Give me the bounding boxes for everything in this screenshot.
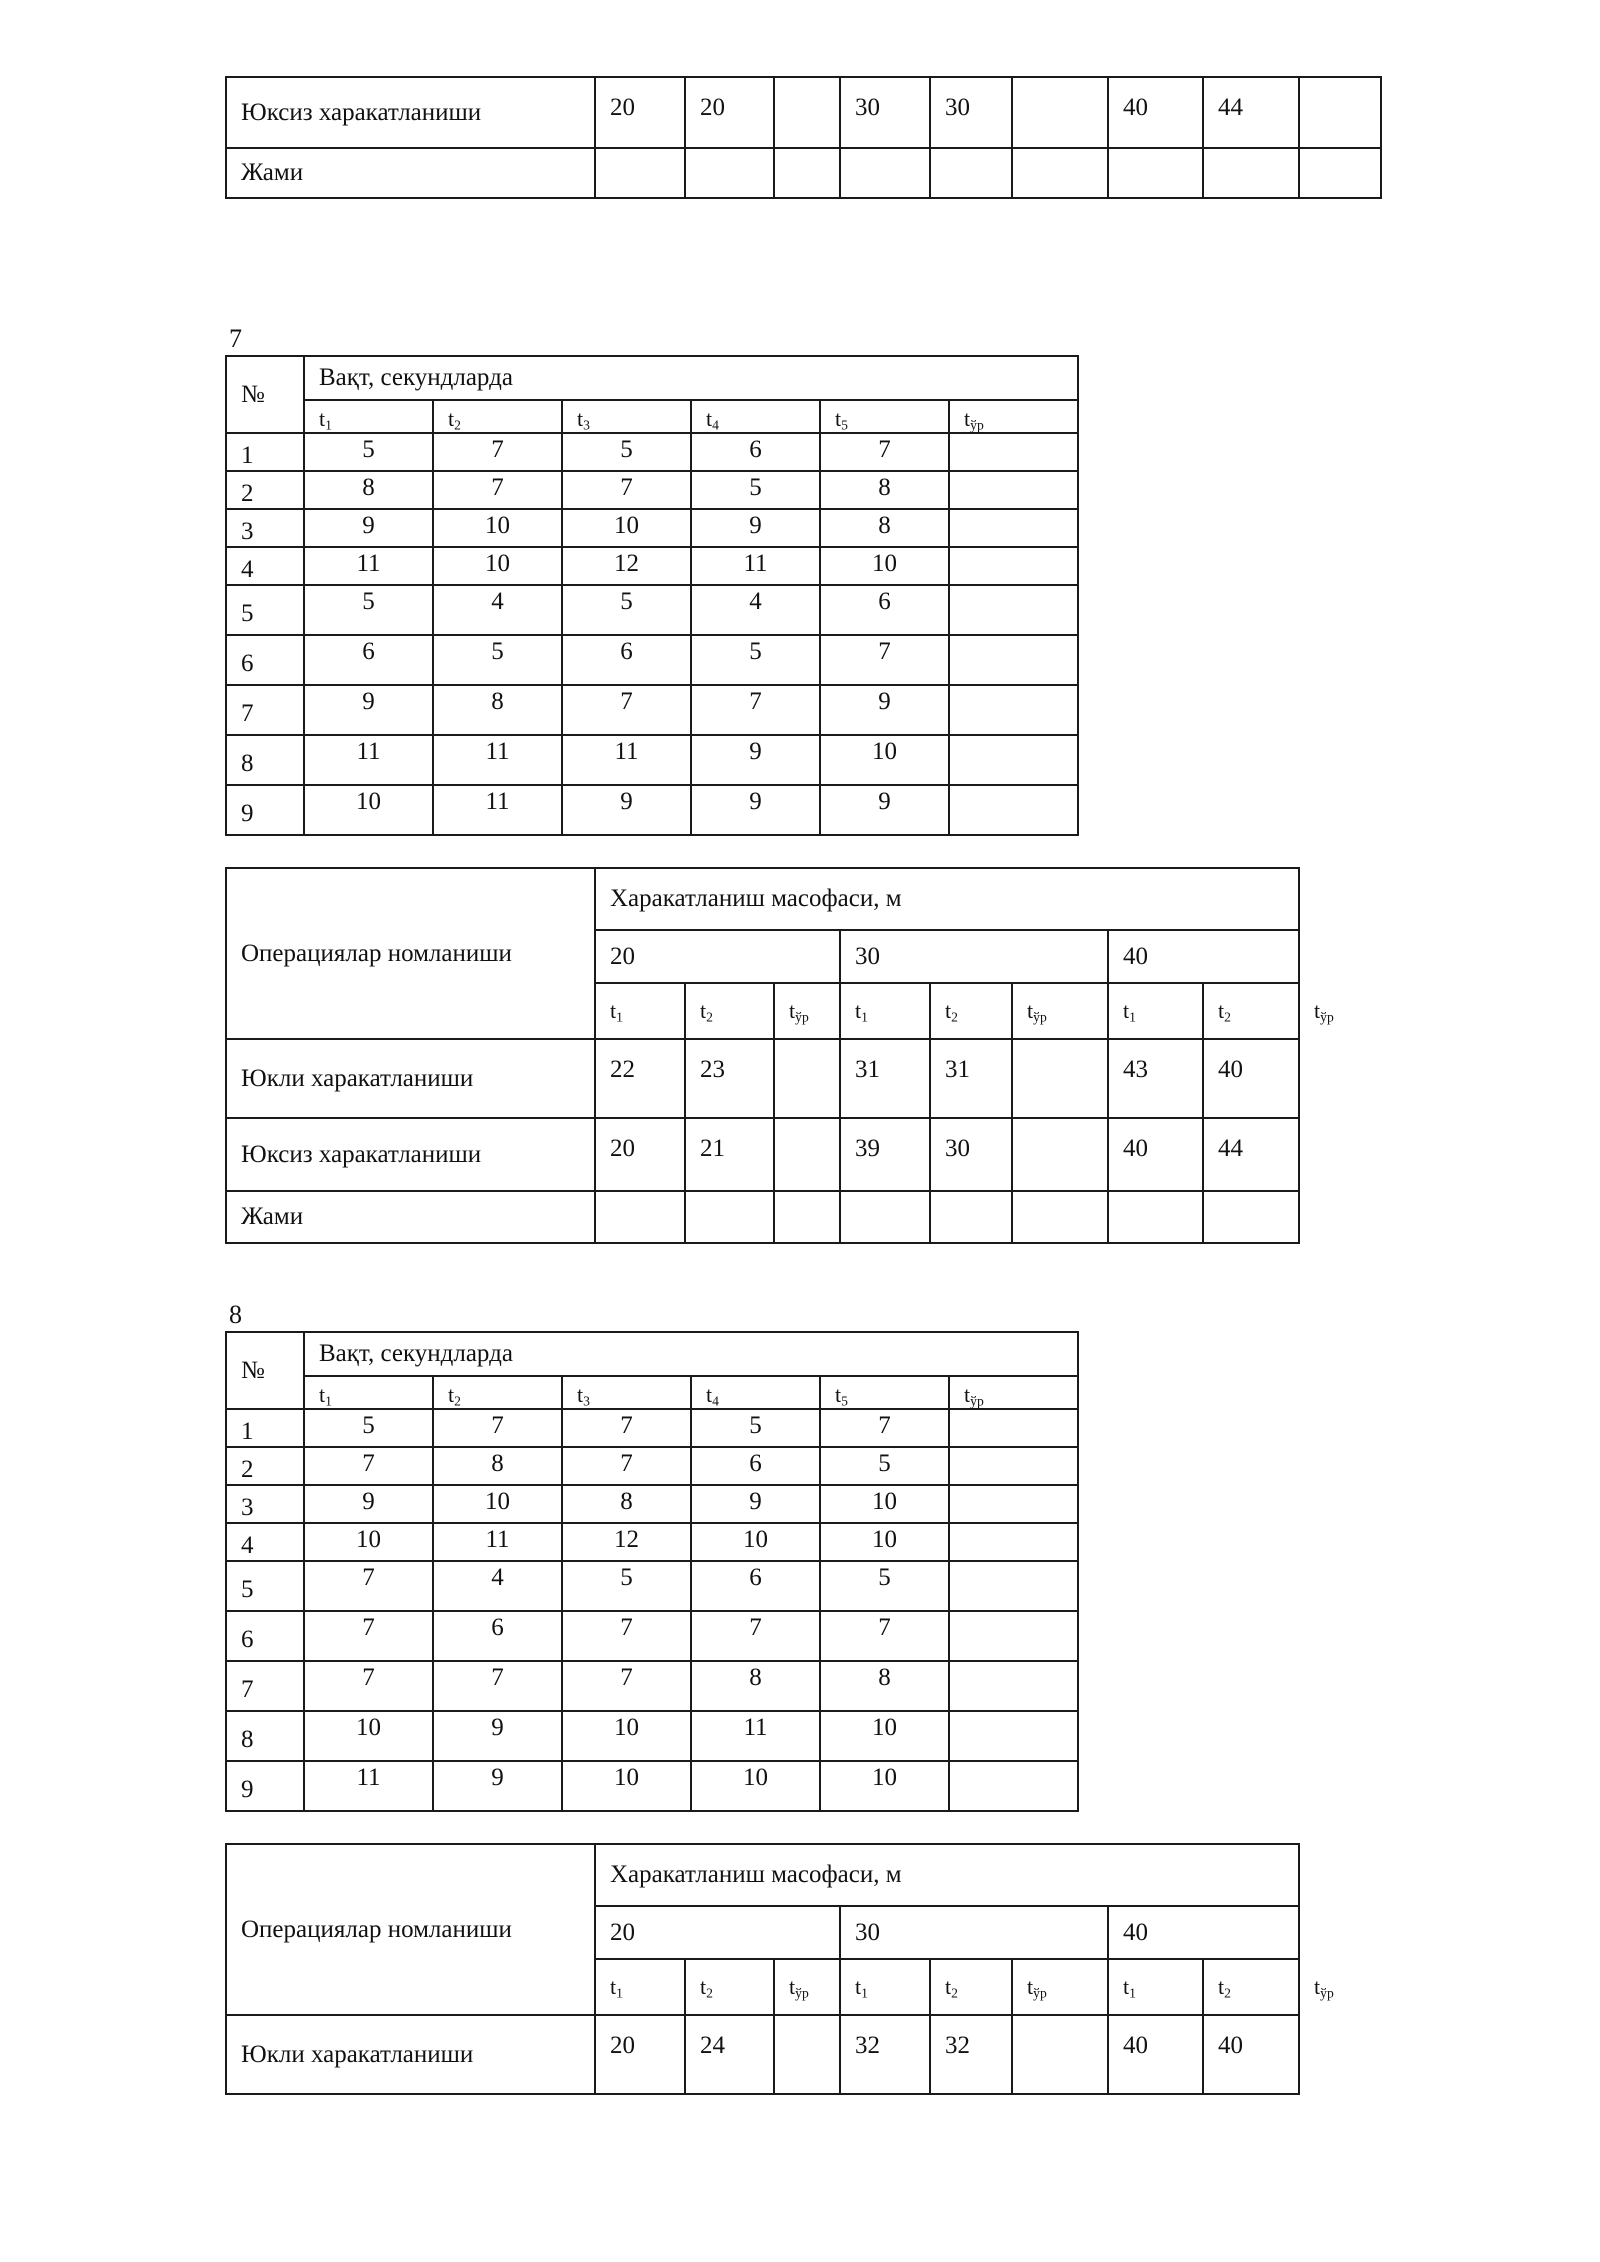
value-cell: [774, 148, 840, 198]
column-header: $t_2$: [930, 1959, 1012, 2015]
row-number: 2: [226, 1447, 304, 1485]
time-value-cell: 12: [562, 1523, 691, 1561]
value-cell: 40: [1203, 1039, 1299, 1118]
value-cell: [1203, 1191, 1299, 1243]
time-value-cell: 11: [304, 547, 433, 585]
operation-name: Юкли харакатланиши: [226, 2015, 595, 2094]
time-value-cell: [949, 433, 1078, 471]
time-value-cell: 9: [562, 785, 691, 835]
value-cell: 31: [840, 1039, 930, 1118]
time-value-cell: 5: [820, 1447, 949, 1485]
column-header: $t_1$: [1108, 1959, 1203, 2015]
time-value-cell: 7: [433, 1409, 562, 1447]
time-value-cell: [949, 1661, 1078, 1711]
time-value-cell: 8: [562, 1485, 691, 1523]
column-header: $t_1$: [595, 1959, 685, 2015]
value-cell: 44: [1203, 1118, 1299, 1191]
operation-name: Жами: [226, 1191, 595, 1243]
time-value-cell: 7: [820, 1409, 949, 1447]
time-value-cell: 11: [562, 735, 691, 785]
value-cell: 22: [595, 1039, 685, 1118]
table-row: [226, 685, 1078, 735]
time-value-cell: 8: [820, 471, 949, 509]
time-value-cell: 10: [433, 509, 562, 547]
subheader-row: [226, 1376, 1078, 1409]
column-header: $t_2$: [685, 983, 774, 1039]
value-cell: [774, 1191, 840, 1243]
number-header: №: [226, 1332, 304, 1409]
subheader-row: $t_1$ $t_2$ $t_{ўр}$ $t_1$ $t_2$ $t_{ўр}$ $t_1$ $t_2$ $t_{ўр}$: [226, 1959, 1299, 2015]
value-cell: [930, 148, 1012, 198]
operations-table: [225, 1843, 1334, 2095]
column-header: $t_{ўр}$: [774, 983, 840, 1039]
table-row: [226, 635, 1078, 685]
column-header: $t_4$: [691, 400, 820, 433]
time-value-cell: [949, 1711, 1078, 1761]
table-row: [226, 1661, 1078, 1711]
value-cell: [685, 1191, 774, 1243]
time-value-cell: 9: [691, 1485, 820, 1523]
column-header: $t_{ўр}$: [949, 400, 1078, 433]
time-value-cell: 10: [820, 1711, 949, 1761]
time-value-cell: 4: [433, 1561, 562, 1611]
header-row: [226, 1332, 1078, 1376]
time-value-cell: 9: [304, 685, 433, 735]
time-value-cell: [949, 685, 1078, 735]
time-value-cell: 5: [562, 1561, 691, 1611]
time-value-cell: 5: [691, 1409, 820, 1447]
time-value-cell: 10: [433, 1485, 562, 1523]
time-value-cell: 10: [562, 1761, 691, 1811]
subheader-row: $t_1$ $t_2$ $t_{ўр}$ $t_1$ $t_2$ $t_{ўр}$ $t_1$ $t_2$ $t_{ўр}$: [226, 983, 1299, 1039]
table-row: [226, 1761, 1078, 1811]
column-header: $t_2$: [1203, 1959, 1299, 2015]
column-header: $t_3$: [562, 400, 691, 433]
row-number: 8: [226, 735, 304, 785]
time-value-cell: [949, 585, 1078, 635]
column-header: $t_2$: [930, 983, 1012, 1039]
time-value-cell: 11: [691, 547, 820, 585]
time-value-cell: 10: [562, 1711, 691, 1761]
time-value-cell: 5: [562, 585, 691, 635]
value-cell: [1108, 148, 1203, 198]
column-header: $t_{ўр}$: [1012, 1959, 1108, 2015]
time-value-cell: 10: [691, 1761, 820, 1811]
time-value-cell: 5: [304, 585, 433, 635]
value-cell: [1012, 77, 1108, 148]
section-number: 8: [229, 1300, 242, 1329]
column-header: $t_{ўр}$: [774, 1959, 840, 2015]
column-header: $t_{ўр}$: [949, 1376, 1078, 1409]
subheader-row: [226, 400, 1078, 433]
value-cell: [1203, 148, 1299, 198]
operation-name: Юксиз харакатланиши: [226, 77, 595, 148]
time-value-cell: 5: [691, 635, 820, 685]
time-value-cell: 9: [304, 509, 433, 547]
column-header: $t_2$: [433, 400, 562, 433]
column-header: $t_{ўр}$: [1012, 983, 1108, 1039]
header-row: [226, 1844, 1299, 1906]
distance-value: 30: [840, 930, 1108, 983]
row-number: 5: [226, 585, 304, 635]
table-row: [226, 1561, 1078, 1611]
value-cell: [1012, 148, 1108, 198]
time-value-cell: 4: [691, 585, 820, 635]
column-header: $t_5$: [820, 400, 949, 433]
time-value-cell: 6: [691, 1561, 820, 1611]
time-value-cell: 6: [691, 433, 820, 471]
column-header: $t_3$: [562, 1376, 691, 1409]
value-cell: [595, 148, 685, 198]
row-number: 9: [226, 785, 304, 835]
time-value-cell: 10: [433, 547, 562, 585]
time-value-cell: 5: [433, 635, 562, 685]
value-cell: [1108, 1191, 1203, 1243]
time-value-cell: 10: [820, 735, 949, 785]
value-cell: 30: [840, 77, 930, 148]
time-value-cell: [949, 785, 1078, 835]
value-cell: [1012, 1118, 1108, 1191]
time-value-cell: 9: [691, 735, 820, 785]
time-value-cell: 7: [304, 1447, 433, 1485]
time-value-cell: 7: [820, 1611, 949, 1661]
time-value-cell: 9: [304, 1485, 433, 1523]
value-cell: [774, 2015, 840, 2094]
time-value-cell: [949, 635, 1078, 685]
time-value-cell: 6: [433, 1611, 562, 1661]
value-cell: 39: [840, 1118, 930, 1191]
time-value-cell: 7: [433, 433, 562, 471]
table-row: [226, 509, 1078, 547]
value-cell: 40: [1108, 1118, 1203, 1191]
time-value-cell: 8: [304, 471, 433, 509]
time-value-cell: 5: [691, 471, 820, 509]
time-group-header: Вақт, секундларда: [304, 356, 1078, 400]
operations-name-header: Операциялар номланиши: [226, 868, 595, 1039]
table-row: [226, 735, 1078, 785]
value-cell: 20: [685, 77, 774, 148]
time-value-cell: 7: [562, 1611, 691, 1661]
row-number: 3: [226, 1485, 304, 1523]
time-value-cell: [949, 1485, 1078, 1523]
table-row: [226, 1191, 1299, 1243]
time-value-cell: 7: [562, 1409, 691, 1447]
value-cell: [1012, 1191, 1108, 1243]
distance-value: 40: [1108, 930, 1299, 983]
row-number: 8: [226, 1711, 304, 1761]
operation-name: Жами: [226, 148, 595, 198]
column-header: $t_1$: [840, 1959, 930, 2015]
value-cell: 30: [930, 77, 1012, 148]
top-fragment-table: [225, 76, 1382, 199]
time-value-cell: 10: [691, 1523, 820, 1561]
time-value-cell: 10: [820, 1485, 949, 1523]
time-value-cell: 8: [433, 685, 562, 735]
time-value-cell: 10: [304, 785, 433, 835]
time-value-cell: 7: [691, 685, 820, 735]
time-value-cell: 10: [820, 1761, 949, 1811]
time-value-cell: 6: [562, 635, 691, 685]
time-value-cell: 7: [433, 471, 562, 509]
value-cell: [1299, 77, 1381, 148]
time-value-cell: 7: [691, 1611, 820, 1661]
row-number: 4: [226, 547, 304, 585]
time-value-cell: 9: [691, 785, 820, 835]
column-header: $t_1$: [840, 983, 930, 1039]
value-cell: 20: [595, 2015, 685, 2094]
time-value-cell: [949, 1761, 1078, 1811]
time-value-cell: [949, 1523, 1078, 1561]
value-cell: 20: [595, 1118, 685, 1191]
column-header: $t_4$: [691, 1376, 820, 1409]
row-number: 7: [226, 1661, 304, 1711]
table-row: [226, 1611, 1078, 1661]
table-row: [226, 148, 1381, 198]
time-value-cell: 6: [691, 1447, 820, 1485]
value-cell: [1299, 148, 1381, 198]
time-value-cell: 10: [562, 509, 691, 547]
operations-table: [225, 867, 1334, 1244]
column-header: $t_1$: [304, 1376, 433, 1409]
operation-name: Юкли харакатланиши: [226, 1039, 595, 1118]
table-row: [226, 1711, 1078, 1761]
time-value-cell: [949, 1409, 1078, 1447]
time-value-cell: 10: [304, 1711, 433, 1761]
header-row: [226, 356, 1078, 400]
time-value-cell: 5: [304, 433, 433, 471]
time-value-cell: 11: [433, 785, 562, 835]
time-value-cell: 7: [562, 1447, 691, 1485]
value-cell: [685, 148, 774, 198]
column-header: $t_5$: [820, 1376, 949, 1409]
time-value-cell: 11: [433, 1523, 562, 1561]
table-row: [226, 1039, 1299, 1118]
value-cell: 40: [1108, 77, 1203, 148]
table-row: [226, 77, 1381, 148]
time-value-cell: [949, 547, 1078, 585]
time-value-cell: 7: [562, 471, 691, 509]
time-value-cell: 5: [820, 1561, 949, 1611]
value-cell: 40: [1108, 2015, 1203, 2094]
time-value-cell: [949, 1561, 1078, 1611]
value-cell: 44: [1203, 77, 1299, 148]
operations-name-header: Операциялар номланиши: [226, 1844, 595, 2015]
table-row: [226, 1409, 1078, 1447]
value-cell: [840, 1191, 930, 1243]
time-value-cell: 7: [820, 433, 949, 471]
time-value-cell: 7: [304, 1611, 433, 1661]
header-row: [226, 868, 1299, 930]
distance-value: 20: [595, 930, 840, 983]
value-cell: [1012, 1039, 1108, 1118]
time-value-cell: 8: [820, 1661, 949, 1711]
row-number: 5: [226, 1561, 304, 1611]
distance-header: Харакатланиш масофаси, м: [595, 868, 1299, 930]
time-value-cell: [949, 471, 1078, 509]
table-row: [226, 1523, 1078, 1561]
row-number: 7: [226, 685, 304, 735]
time-value-cell: 9: [691, 509, 820, 547]
time-value-cell: 5: [304, 1409, 433, 1447]
table-row: [226, 1485, 1078, 1523]
table-row: [226, 1447, 1078, 1485]
time-value-cell: 6: [820, 585, 949, 635]
row-number: 1: [226, 433, 304, 471]
value-cell: 40: [1203, 2015, 1299, 2094]
value-cell: [774, 1039, 840, 1118]
time-value-cell: 9: [433, 1711, 562, 1761]
row-number: 1: [226, 1409, 304, 1447]
time-value-cell: 10: [820, 1523, 949, 1561]
number-header: №: [226, 356, 304, 433]
table-row: [226, 2015, 1299, 2094]
time-value-cell: 11: [433, 735, 562, 785]
time-value-cell: 7: [304, 1561, 433, 1611]
row-number: 6: [226, 1611, 304, 1661]
time-value-cell: 7: [433, 1661, 562, 1711]
column-header: $t_1$: [595, 983, 685, 1039]
table-row: [226, 785, 1078, 835]
time-value-cell: 9: [820, 785, 949, 835]
value-cell: 30: [930, 1118, 1012, 1191]
column-header: $t_1$: [1108, 983, 1203, 1039]
value-cell: 24: [685, 2015, 774, 2094]
time-value-cell: 5: [562, 433, 691, 471]
value-cell: 21: [685, 1118, 774, 1191]
value-cell: [840, 148, 930, 198]
operation-name: Юксиз харакатланиши: [226, 1118, 595, 1191]
time-value-cell: 4: [433, 585, 562, 635]
time-value-cell: [949, 1611, 1078, 1661]
value-cell: [595, 1191, 685, 1243]
distance-value: 20: [595, 1906, 840, 1959]
row-number: 9: [226, 1761, 304, 1811]
column-header: $t_2$: [1203, 983, 1299, 1039]
time-table: [225, 355, 1079, 836]
value-cell: 43: [1108, 1039, 1203, 1118]
time-value-cell: 11: [304, 735, 433, 785]
time-value-cell: 8: [433, 1447, 562, 1485]
value-cell: 23: [685, 1039, 774, 1118]
column-header: $t_1$: [304, 400, 433, 433]
value-cell: [774, 77, 840, 148]
distance-header: Харакатланиш масофаси, м: [595, 1844, 1299, 1906]
row-number: 4: [226, 1523, 304, 1561]
distance-value: 30: [840, 1906, 1108, 1959]
value-cell: [1012, 2015, 1108, 2094]
time-value-cell: 9: [820, 685, 949, 735]
time-value-cell: 11: [304, 1761, 433, 1811]
table-row: [226, 585, 1078, 635]
table-row: [226, 433, 1078, 471]
column-header: $t_2$: [433, 1376, 562, 1409]
table-row: [226, 1118, 1299, 1191]
value-cell: 20: [595, 77, 685, 148]
value-cell: [774, 1118, 840, 1191]
time-value-cell: 7: [304, 1661, 433, 1711]
value-cell: [930, 1191, 1012, 1243]
time-value-cell: [949, 1447, 1078, 1485]
distance-value: 40: [1108, 1906, 1299, 1959]
value-cell: 32: [930, 2015, 1012, 2094]
time-value-cell: 11: [691, 1711, 820, 1761]
row-number: 3: [226, 509, 304, 547]
time-value-cell: 9: [433, 1761, 562, 1811]
table-row: [226, 547, 1078, 585]
time-value-cell: 7: [562, 685, 691, 735]
time-value-cell: 10: [820, 547, 949, 585]
time-value-cell: [949, 735, 1078, 785]
column-header: $t_2$: [685, 1959, 774, 2015]
time-value-cell: [949, 509, 1078, 547]
value-cell: 32: [840, 2015, 930, 2094]
section-number: 7: [229, 324, 242, 353]
row-number: 6: [226, 635, 304, 685]
time-value-cell: 8: [691, 1661, 820, 1711]
time-value-cell: 12: [562, 547, 691, 585]
time-value-cell: 10: [304, 1523, 433, 1561]
time-value-cell: 6: [304, 635, 433, 685]
time-group-header: Вақт, секундларда: [304, 1332, 1078, 1376]
value-cell: 31: [930, 1039, 1012, 1118]
row-number: 2: [226, 471, 304, 509]
table-row: [226, 471, 1078, 509]
time-value-cell: 7: [820, 635, 949, 685]
time-table: [225, 1331, 1079, 1812]
time-value-cell: 8: [820, 509, 949, 547]
time-value-cell: 7: [562, 1661, 691, 1711]
